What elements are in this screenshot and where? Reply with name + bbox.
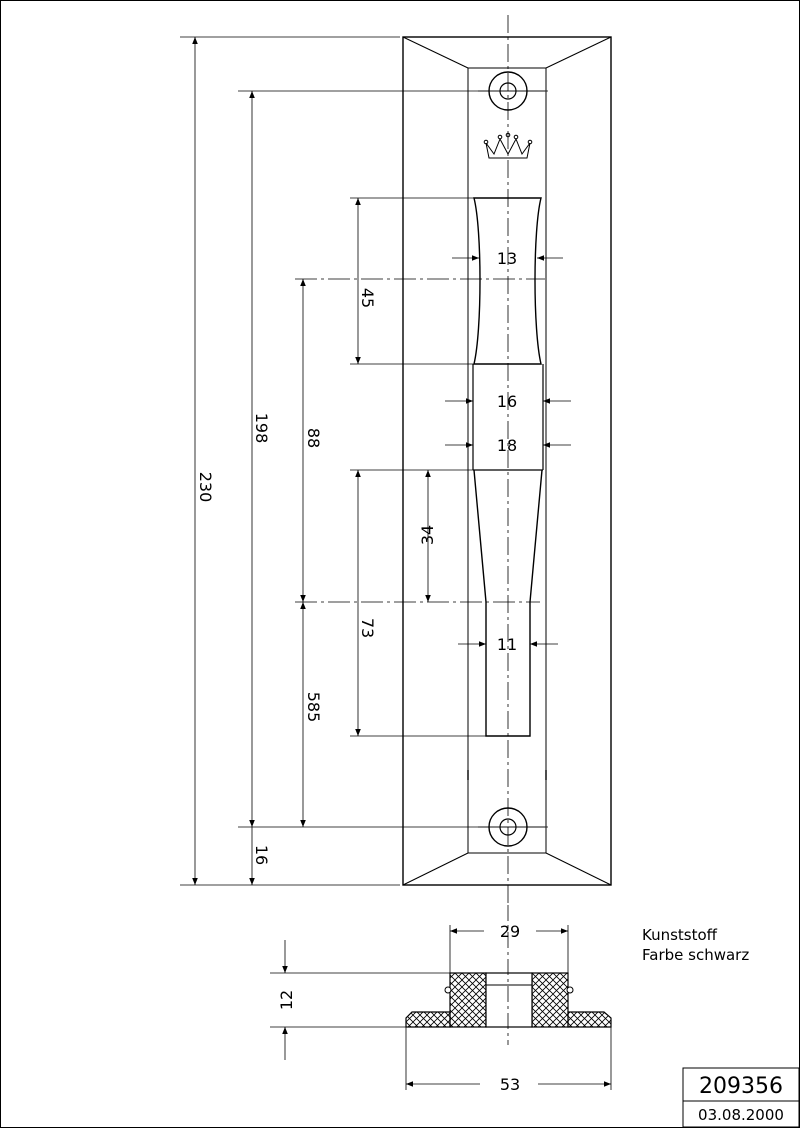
dim-neck-width: 16	[496, 392, 518, 411]
dim-section-top-width: 29	[499, 922, 521, 941]
color-note: Farbe schwarz	[642, 946, 750, 964]
base-plate	[403, 37, 611, 885]
section-body-left	[450, 973, 486, 1027]
inner-face	[468, 68, 546, 853]
part-number: 209356	[699, 1074, 783, 1099]
drawing-date: 03.08.2000	[698, 1106, 784, 1124]
front-view	[403, 15, 611, 905]
dim-lower-grip-width: 11	[496, 635, 518, 654]
dim-grip-to-grip: 88	[304, 427, 323, 449]
section-body-right	[532, 973, 568, 1027]
dim-total-length: 230	[196, 471, 215, 503]
section-base	[406, 1012, 450, 1027]
dim-upper-grip-width: 13	[496, 249, 518, 268]
dim-end-offset: 16	[252, 844, 271, 866]
material-note: Kunststoff	[642, 926, 718, 944]
dim-hole-spacing: 198	[252, 412, 271, 444]
dim-section-height: 12	[277, 989, 296, 1011]
dim-collar-width: 18	[496, 436, 518, 455]
dim-taper-length: 34	[418, 524, 437, 546]
front-dimensions	[180, 37, 571, 885]
upper-grip	[474, 198, 541, 364]
dim-section-base-width: 53	[499, 1075, 521, 1094]
dim-lower-grip-length: 73	[358, 617, 377, 639]
dim-lower-grip-offset: 585	[304, 691, 323, 723]
dim-upper-grip-length: 45	[358, 287, 377, 309]
